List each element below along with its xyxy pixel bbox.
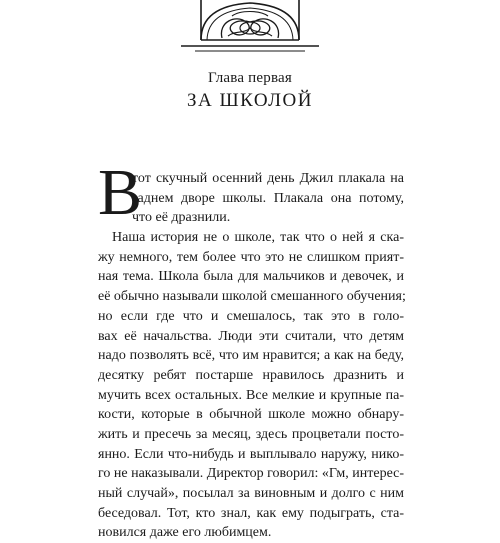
- text-line: заднем дворе школы. Плакала она потому,: [132, 190, 404, 206]
- text-line: ный случай», посылал за виновным и долго с ним: [98, 486, 404, 501]
- text-line: янно. Если что-нибудь и выплывало наружу, нико-: [98, 446, 404, 462]
- text-line: что её дразнили.: [132, 210, 231, 226]
- text-line: Наша история не о школе, так что о ней я ска-: [112, 230, 404, 246]
- text-line: но если где что и смешалось, так это в голо-: [98, 308, 404, 324]
- text-line: беседовал. Тот, кто знал, как ему подыграть, ста-: [98, 505, 404, 521]
- text-line: жить и пресечь за месяц, здесь процветали посто-: [98, 426, 404, 442]
- text-line: десятку ребят постарше нравилось дразнить и: [98, 367, 404, 383]
- text-line: надо позволять всё, что им нравится; а как на беду,: [98, 348, 404, 364]
- body-text: [98, 169, 404, 543]
- chapter-ornament: [0, 0, 500, 62]
- text-line: мучить всех остальных. Все мелкие и крупные па-: [98, 387, 404, 403]
- text-line: вах её начальства. Люди эти считали, что детям: [98, 328, 404, 344]
- text-line: жу немного, тем более что это не слишком прият-: [98, 249, 404, 265]
- text-line: новился даже его любимцем.: [98, 525, 272, 541]
- chapter-title: ЗА ШКОЛОЙ: [187, 90, 313, 111]
- text-line: тот скучный осенний день Джил плакала на: [132, 171, 404, 186]
- text-line: ная тема. Школа была для мальчиков и девочек, и: [98, 269, 404, 285]
- chapter-label: Глава первая: [207, 70, 292, 86]
- text-line: го не наказывали. Директор говорил: «Гм, интерес-: [98, 466, 405, 482]
- text-line: кости, которые в обычной школе можно обнару-: [98, 407, 404, 423]
- text-line: её обычно называли школой смешанного обучения;: [98, 289, 406, 305]
- drop-cap: В: [98, 156, 143, 229]
